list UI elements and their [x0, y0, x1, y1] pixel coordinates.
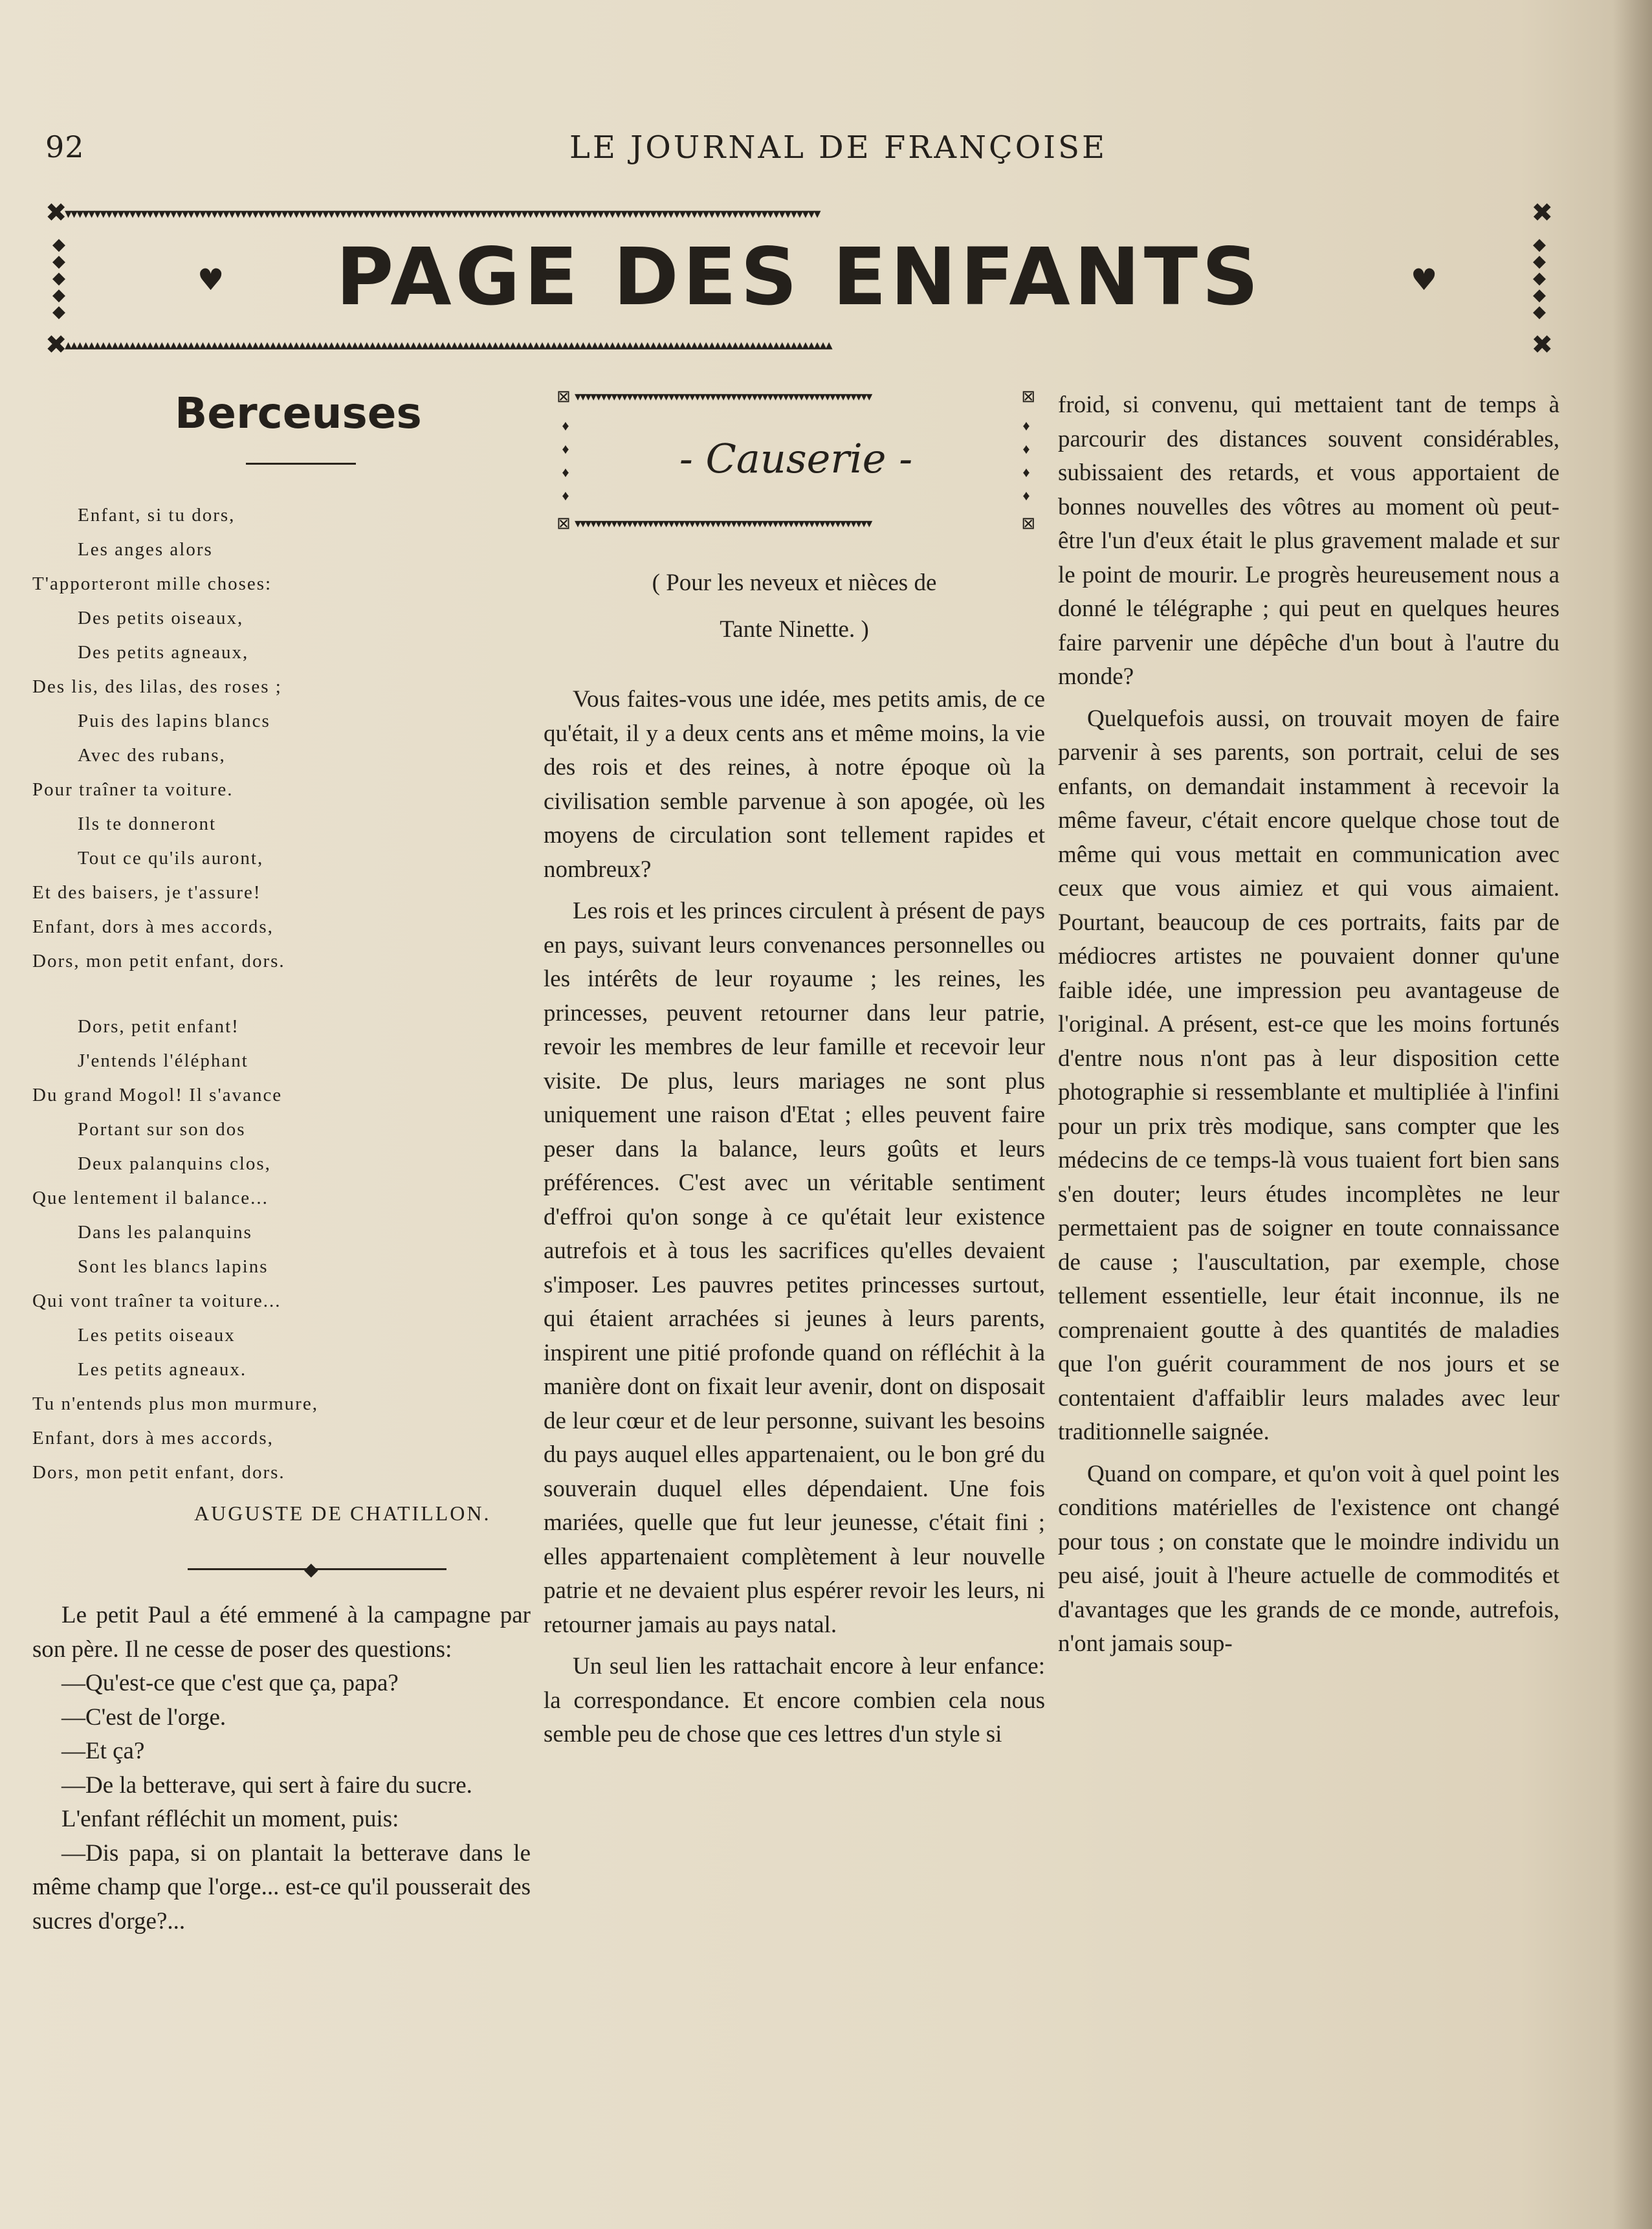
banner-side-ornament-right: ◆ ◆ ◆ ◆ ◆ — [1533, 235, 1546, 322]
corner-ornament-icon: ✖ — [1531, 330, 1553, 360]
causerie-title-box — [556, 388, 1035, 534]
poem-line: J'entends l'éléphant — [78, 1050, 248, 1071]
subtitle-line: ( Pour les neveux et nièces de — [652, 570, 937, 596]
poem-line: Tout ce qu'ils auront, — [78, 848, 264, 869]
corner-ornament-icon: ✖ — [45, 198, 67, 228]
poem-line: Les petits oiseaux — [78, 1325, 236, 1346]
causerie-title: - Causerie - — [679, 435, 913, 482]
causerie-box-rule-top: ▾▾▾▾▾▾▾▾▾▾▾▾▾▾▾▾▾▾▾▾▾▾▾▾▾▾▾▾▾▾▾▾▾▾▾▾▾▾▾▾▾▾▾▾▾▾▾▾▾▾▾▾▾▾▾▾▾ — [575, 388, 872, 404]
page-number: 92 — [45, 129, 85, 164]
poem-title-rule — [246, 463, 356, 465]
banner-ornament-rule-top: ▾▾▾▾▾▾▾▾▾▾▾▾▾▾▾▾▾▾▾▾▾▾▾▾▾▾▾▾▾▾▾▾▾▾▾▾▾▾▾▾▾▾▾▾▾▾▾▾▾▾▾▾▾▾▾▾▾▾▾▾▾▾▾▾▾▾▾▾▾▾▾▾▾▾▾▾▾▾▾▾▾▾▾▾▾▾▾▾▾▾▾▾▾▾▾▾▾▾▾▾▾▾▾▾▾▾▾▾▾▾▾▾▾▾▾▾▾▾▾▾▾▾▾▾▾▾▾▾▾ — [65, 207, 820, 221]
poem-line: Enfant, dors à mes accords, — [32, 1428, 274, 1448]
box-corner-icon: ⊠ — [556, 514, 571, 533]
poem-title: Berceuses — [175, 388, 422, 438]
poem-stanza — [32, 498, 531, 979]
causerie-paragraph: Vous faites-vous une idée, mes petits amis, de ce qu'était, il y a deux cents ans et même moins, la vie des rois et des reines, à notre époque où la civilisation semble parvenue à son apogée, où les moyens de circulation sont tellement rapides et nombreux? — [544, 686, 1045, 883]
poem-line: Du grand Mogol! Il s'avance — [32, 1085, 283, 1105]
poem-line: Ils te donneront — [78, 814, 217, 834]
poem-line: Les anges alors — [78, 539, 213, 560]
anecdote-paragraph: —Dis papa, si on plantait la betterave dans le même champ que l'orge... est-ce qu'il pousserait des sucres d'orge?... — [32, 1839, 531, 1935]
poem-line: Et des baisers, je t'assure! — [32, 882, 261, 903]
poem-line: Sont les blancs lapins — [78, 1256, 269, 1277]
box-corner-icon: ⊠ — [1021, 387, 1035, 406]
causerie-paragraph: Un seul lien les rattachait encore à leur enfance: la correspondance. Et encore combien cela nous semble peu de chose que ces lettres d'un style si — [544, 1653, 1045, 1747]
poem-line: Avec des rubans, — [78, 745, 226, 766]
subtitle-line: Tante Ninette. ) — [720, 616, 869, 643]
poem-line: Puis des lapins blancs — [78, 711, 270, 731]
poem-line: Portant sur son dos — [78, 1119, 246, 1140]
poem-line: Dors, petit enfant! — [78, 1016, 239, 1037]
box-corner-icon: ⊠ — [1021, 514, 1035, 533]
anecdote — [32, 1599, 531, 1938]
causerie-box-side-left: ♦ ♦ ♦ ♦ — [562, 417, 569, 504]
poem-line: Que lentement il balance... — [32, 1188, 269, 1208]
banner-title: PAGE DES ENFANTS — [336, 231, 1262, 323]
page-banner — [45, 198, 1553, 360]
anecdote-paragraph: —De la betterave, qui sert à faire du sucre. — [61, 1771, 472, 1799]
corner-ornament-icon: ✖ — [45, 330, 67, 360]
box-corner-icon: ⊠ — [556, 387, 571, 406]
journal-title: LE JOURNAL DE FRANÇOISE — [569, 129, 1108, 166]
causerie-subtitle — [544, 560, 1045, 653]
corner-ornament-icon: ✖ — [1531, 198, 1553, 228]
poem-line: Qui vont traîner ta voiture... — [32, 1291, 281, 1311]
poem-line: Pour traîner ta voiture. — [32, 779, 234, 800]
tulip-fleuron-icon: ♥ — [197, 262, 225, 297]
poem-line: Des petits oiseaux, — [78, 608, 244, 628]
anecdote-paragraph: —Qu'est-ce que c'est que ça, papa? — [61, 1670, 399, 1696]
poem-line: Enfant, si tu dors, — [78, 505, 236, 526]
causerie-paragraph: Quelquefois aussi, on trouvait moyen de faire parvenir à ses parents, son portrait, celui de ses enfants, on demandait instamment à recevoir la même faveur, c'était encore quelque chose tout de même qui vous mettait en communication avec ceux que vous aimiez et qui vous aimaient. Pourtant, beaucoup de ces portraits, faits par de médiocres artistes ne pouvaient donner qu'une faible idée, une impression peu avantageuse de l'original. A présent, est-ce que les moins fortunés d'entre nous n'ont pas à leur disposition cette photographie si ressemblante et multipliée à l'infini pour un prix très modique, sans compter que les médecins de ce temps-là vous tuaient fort bien sans s'en douter; leurs études incomplètes ne leur permettaient pas de soigner en toute connaissance de cause ; l'auscultation, par exemple, chose tellement essentielle, leur était inconnue, ils ne comprenaient goutte à des quantités de maladies que l'on guérit couramment de nos jours et se contentaient d'affaiblir leurs malades avec leur traditionnelle saignée. — [1058, 705, 1559, 1445]
poem-line: Des lis, des lilas, des roses ; — [32, 676, 282, 697]
causerie-text-right — [1058, 388, 1559, 1661]
tulip-fleuron-icon: ♥ — [1411, 262, 1438, 297]
separator-diamond-icon: ◆ — [304, 1558, 318, 1580]
poem-line: Dans les palanquins — [78, 1222, 252, 1243]
causerie-paragraph: Quand on compare, et qu'on voit à quel point les conditions matérielles de l'existence ont changé pour tous ; on constate que le moindre individu un peu aisé, jouit à l'heure actuelle de commodités et d'avantages que les grands de ce monde, autrefois, n'ont jamais soup- — [1058, 1460, 1559, 1657]
running-head — [0, 129, 1652, 175]
poem-line: Deux palanquins clos, — [78, 1153, 271, 1174]
poem-line: Les petits agneaux. — [78, 1359, 247, 1380]
poem-line: Enfant, dors à mes accords, — [32, 916, 274, 937]
anecdote-paragraph: Le petit Paul a été emmené à la campagne par son père. Il ne cesse de poser des questions: — [32, 1602, 531, 1663]
banner-side-ornament-left: ◆ ◆ ◆ ◆ ◆ — [52, 235, 65, 322]
poem-author: AUGUSTE DE CHATILLON. — [194, 1502, 491, 1525]
causerie-text-middle — [544, 683, 1045, 1752]
causerie-box-rule-bottom: ▾▾▾▾▾▾▾▾▾▾▾▾▾▾▾▾▾▾▾▾▾▾▾▾▾▾▾▾▾▾▾▾▾▾▾▾▾▾▾▾▾▾▾▾▾▾▾▾▾▾▾▾▾▾▾▾▾ — [575, 515, 872, 531]
banner-ornament-rule-bottom: ▴▴▴▴▴▴▴▴▴▴▴▴▴▴▴▴▴▴▴▴▴▴▴▴▴▴▴▴▴▴▴▴▴▴▴▴▴▴▴▴▴▴▴▴▴▴▴▴▴▴▴▴▴▴▴▴▴▴▴▴▴▴▴▴▴▴▴▴▴▴▴▴▴▴▴▴▴▴▴▴▴▴▴▴▴▴▴▴▴▴▴▴▴▴▴▴▴▴▴▴▴▴▴▴▴▴▴▴▴▴▴▴▴▴▴▴▴▴▴▴▴▴▴▴▴▴▴▴▴▴▴ — [65, 338, 832, 353]
page-binding-shadow — [1613, 0, 1652, 2229]
poem-line: Dors, mon petit enfant, dors. — [32, 1462, 285, 1483]
causerie-paragraph: froid, si convenu, qui mettaient tant de temps à parcourir des distances souvent considérables, subissaient des retards, et vous apportaient de bonnes nouvelles des vôtres au moment où peut-être l'un d'eux était le plus gravement malade et sur le point de mourir. Le progrès heureusement nous a donné le télégraphe ; qui peut en quelques heures faire parvenir une dépêche d'un bout à l'autre du monde? — [1058, 392, 1559, 690]
poem-line: T'apporteront mille choses: — [32, 573, 272, 594]
poem-line: Dors, mon petit enfant, dors. — [32, 951, 285, 971]
causerie-paragraph: Les rois et les princes circulent à présent de pays en pays, suivant leurs convenances personnelles ou les intérêts de leur royaume ; les reines, les princesses, peuvent retourner dans leur patrie, revoir les membres de leur famille et recevoir leur visite. De plus, leurs mariages ne sont plus uniquement une raison d'Etat ; elles peuvent faire peser dans la balance, leurs goûts et leurs préférences. C'est avec un véritable sentiment d'effroi qu'on songe à ce qu'était leur existence autrefois et à tous les sacrifices qu'elles devaient s'imposer. Les pauvres petites princesses surtout, qui étaient arrachées si jeunes à leurs parents, inspirent une pitié profonde quand on réfléchit à la manière dont on fixait leur avenir, dont on disposait de leur cœur et de leur personne, suivant les besoins du pays auquel elles appartenaient, ou le bon gré du souverain duquel elles dépendaient. Une fois mariées, quelle que fut leur jeunesse, c'était fini ; elles appartenaient complètement à leur nouvelle patrie et ne devaient plus espérer revoir les leurs, ni retourner jamais au pays natal. — [544, 898, 1045, 1638]
anecdote-paragraph: —C'est de l'orge. — [61, 1703, 226, 1731]
anecdote-paragraph: —Et ça? — [61, 1738, 145, 1764]
poem-line: Des petits agneaux, — [78, 642, 249, 663]
poem-line: Tu n'entends plus mon murmure, — [32, 1393, 318, 1414]
anecdote-paragraph: L'enfant réfléchit un moment, puis: — [61, 1806, 399, 1832]
poem-stanza — [32, 1010, 531, 1490]
causerie-box-side-right: ♦ ♦ ♦ ♦ — [1022, 417, 1030, 504]
